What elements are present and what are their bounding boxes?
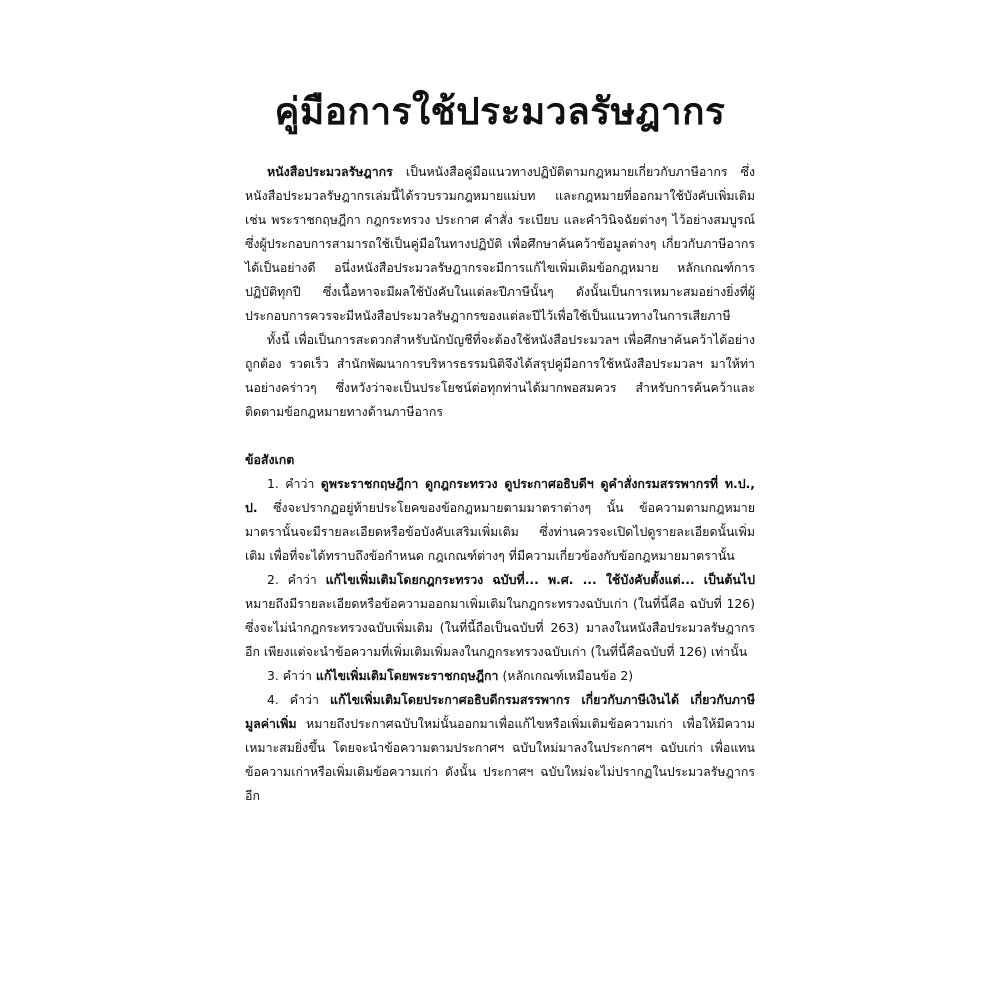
note-4-term: แก้ไขเพิ่มเติมโดยประกาศอธิบดีกรมสรรพากร เกี่ยวกับภาษีเงินได้ เกี่ยวกับภาษีมูลค่าเพิ่ม xyxy=(245,692,755,732)
note-item-4 xyxy=(245,688,755,808)
note-2-text: หมายถึงมีรายละเอียดหรือข้อความออกมาเพิ่มเติมในกฎกระทรวงฉบับเก่า (ในที่นี้คือ ฉบับที่ 126) ซึ่งจะไม่นำกฎกระทรวงฉบับเพิ่มเติม (ในที่นี้ถือเป็นฉบับที่ 263) มาลงในหนังสือประมวลรัษฎากรอีก เพียงแต่จะนำข้อความที่เพิ่มเติมเพิ่มลงในกฎกระทรวงฉบับเก่า (ในที่นี้คือฉบับที่ 126) เท่านั้น xyxy=(245,596,755,660)
book-name: หนังสือประมวลรัษฎากร xyxy=(267,164,393,180)
page-title: คู่มือการใช้ประมวลรัษฎากร xyxy=(274,90,726,133)
note-item-3 xyxy=(245,664,755,688)
note-1-term: ดูพระราชกฤษฎีกา ดูกฎกระทรวง ดูประกาศอธิบดีฯ ดูคำสั่งกรมสรรพากรที่ ท.ป., ป. xyxy=(245,476,755,516)
notes-heading: ข้อสังเกต xyxy=(245,452,295,468)
note-3-term: แก้ไขเพิ่มเติมโดยพระราชกฤษฎีกา xyxy=(315,668,499,684)
note-2-term: แก้ไขเพิ่มเติมโดยกฎกระทรวง ฉบับที่... พ.ศ. ... ใช้บังคับตั้งแต่... เป็นต้นไป xyxy=(325,572,755,588)
note-4-prefix: 4. คำว่า xyxy=(267,692,330,708)
note-1-text: ซึ่งจะปรากฏอยู่ท้ายประโยคของข้อกฎหมายตามมาตราต่างๆ นั้น ข้อความตามกฎหมายมาตรานั้นจะมีรายละเอียดหรือข้อบังคับเสริมเพิ่มเติม ซึ่งท่านควรจะเปิดไปดูรายละเอียดนั้นเพิ่มเติม เพื่อที่จะได้ทราบถึงข้อกำหนด กฎเกณฑ์ต่างๆ ที่มีความเกี่ยวข้องกับข้อกฎหมายมาตรานั้น xyxy=(245,500,755,564)
intro-paragraph-1-text: เป็นหนังสือคู่มือแนวทางปฏิบัติตามกฎหมายเกี่ยวกับภาษีอากร ซึ่งหนังสือประมวลรัษฎากรเล่มนี้ได้รวบรวมกฎหมายแม่บท และกฎหมายที่ออกมาใช้บังคับเพิ่มเติม เช่น พระราชกฤษฎีกา กฎกระทรวง ประกาศ คำสั่ง ระเบียบ และคำวินิจฉัยต่างๆ ไว้อย่างสมบูรณ์ ซึ่งผู้ประกอบการสามารถใช้เป็นคู่มือในทางปฏิบัติ เพื่อศึกษาค้นคว้าข้อมูลต่างๆ เกี่ยวกับภาษีอากรได้เป็นอย่างดี อนึ่งหนังสือประมวลรัษฎากรจะมีการแก้ไขเพิ่มเติมข้อกฎหมาย หลักเกณฑ์การปฏิบัติทุกปี ซึ่งเนื้อหาจะมีผลใช้บังคับในแต่ละปีภาษีนั้นๆ ดังนั้นเป็นการเหมาะสมอย่างยิ่งที่ผู้ประกอบการควรจะมีหนังสือประมวลรัษฎากรของแต่ละปีไว้เพื่อใช้เป็นแนวทางในการเสียภาษี xyxy=(245,164,755,324)
intro-paragraph-2: ทั้งนี้ เพื่อเป็นการสะดวกสำหรับนักบัญชีที่จะต้องใช้หนังสือประมวลฯ เพื่อศึกษาค้นคว้าได้อย่างถูกต้อง รวดเร็ว สำนักพัฒนาการบริหารธรรมนิติจึงได้สรุปคู่มือการใช้หนังสือประมวลฯ มาให้ท่านอย่างคร่าวๆ ซึ่งหวังว่าจะเป็นประโยชน์ต่อทุกท่านได้มากพอสมควร สำหรับการค้นคว้าและติดตามข้อกฎหมายทางด้านภาษีอากร xyxy=(245,332,755,420)
section-spacer xyxy=(245,424,755,448)
note-item-2 xyxy=(245,568,755,664)
note-2-prefix: 2. คำว่า xyxy=(267,572,326,588)
document-page xyxy=(245,90,755,808)
intro-paragraph-1 xyxy=(245,160,755,328)
note-3-prefix: 3. คำว่า xyxy=(267,668,316,684)
note-1-prefix: 1. คำว่า xyxy=(267,476,321,492)
note-3-text: (หลักเกณฑ์เหมือนข้อ 2) xyxy=(498,668,634,684)
note-item-1 xyxy=(245,472,755,568)
note-4-text: หมายถึงประกาศฉบับใหม่นั้นออกมาเพื่อแก้ไขหรือเพิ่มเติมข้อความเก่า เพื่อให้มีความเหมาะสมยิ่งขึ้น โดยจะนำข้อความตามประกาศฯ ฉบับใหม่มาลงในประกาศฯ ฉบับเก่า เพื่อแทนข้อความเก่าหรือเพิ่มเติมข้อความเก่า ดังนั้น ประกาศฯ ฉบับใหม่จะไม่ปรากฏในประมวลรัษฎากรอีก xyxy=(245,716,755,804)
